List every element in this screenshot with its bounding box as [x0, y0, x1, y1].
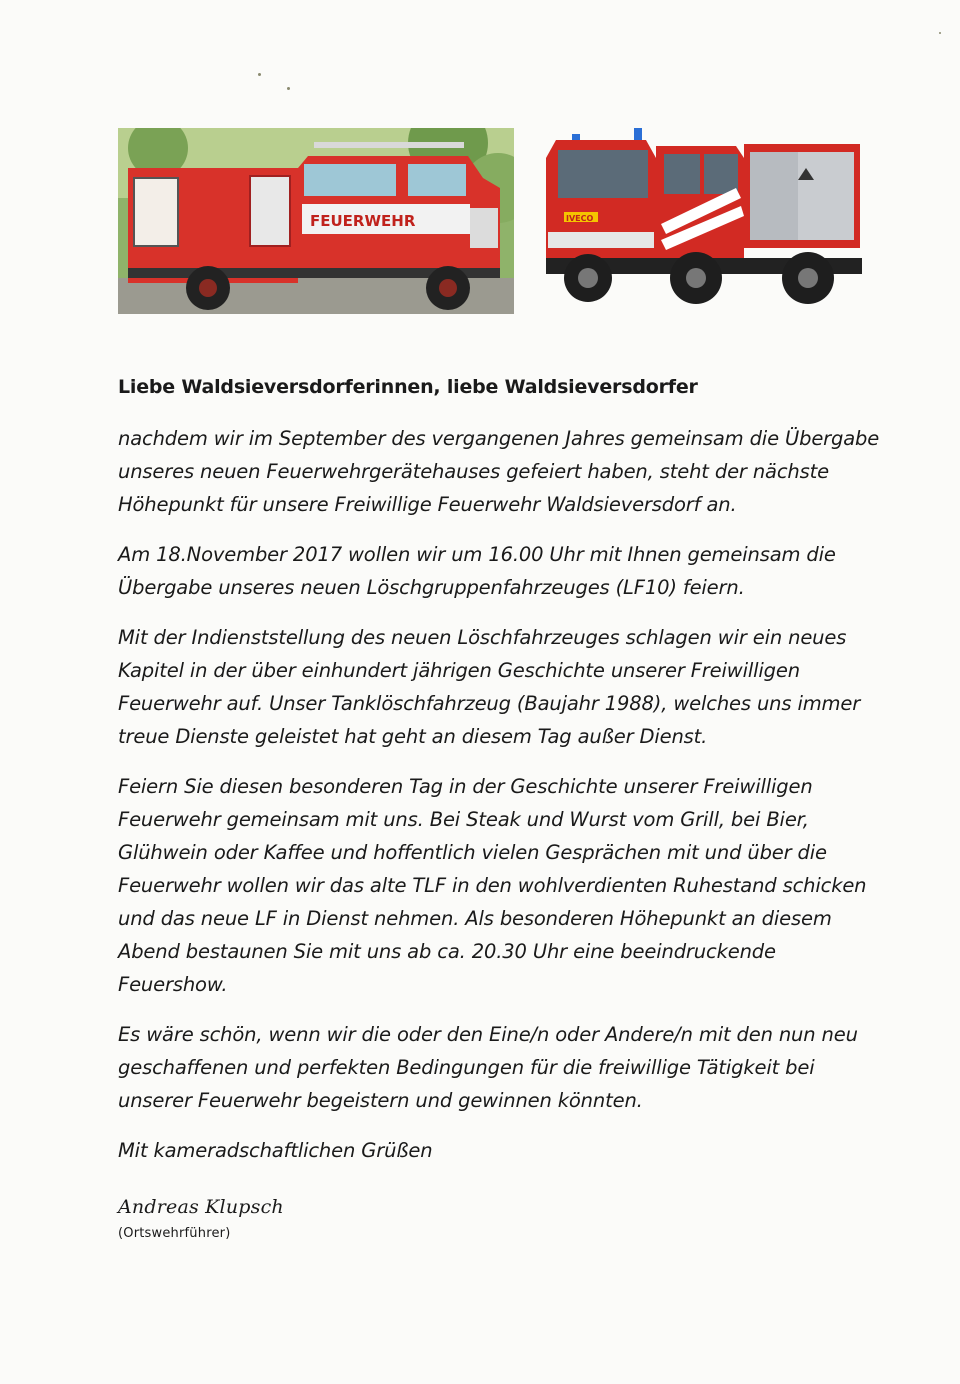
paragraph: Es wäre schön, wenn wir die oder den Eine/n oder Andere/n mit den nun neu geschaffenen und perfekten Bedingungen für die freiwillige Tätigkeit bei unserer Feuerwehr begeistern und gewinnen könnten.	[118, 1023, 858, 1112]
letter-body	[118, 422, 888, 1167]
paper-speck	[258, 73, 261, 76]
truck-label: FEUERWEHR	[310, 212, 416, 230]
old-fire-truck-photo	[118, 128, 514, 314]
truck-brand: IVECO	[566, 214, 594, 223]
letter-closing: Mit kameradschaftlichen Grüßen	[118, 1139, 433, 1162]
paragraph: Mit der Indienststellung des neuen Löschfahrzeuges schlagen wir ein neues Kapitel in der über einhundert jährigen Geschichte unserer Freiwilligen Feuerwehr auf. Unser Tanklöschfahrzeug (Baujahr 1988), welches uns immer treue Dienste geleistet hat geht an diesem Tag außer Dienst.	[118, 626, 861, 748]
new-fire-truck-photo	[536, 128, 866, 314]
letter-greeting: Liebe Waldsieversdorferinnen, liebe Waldsieversdorfer	[118, 376, 698, 398]
paper-speck	[287, 87, 290, 90]
signature-role: (Ortswehrführer)	[118, 1226, 231, 1241]
paragraph: nachdem wir im September des vergangenen Jahres gemeinsam die Übergabe unseres neuen Feuerwehrgerätehauses gefeiert haben, steht der nächste Höhepunkt für unsere Freiwillige Feuerwehr Waldsieversdorf an.	[118, 427, 880, 516]
paragraph: Feiern Sie diesen besonderen Tag in der Geschichte unserer Freiwilligen Feuerwehr gemeinsam mit uns. Bei Steak und Wurst vom Grill, bei Bier, Glühwein oder Kaffee und hoffentlich vielen Gesprächen mit und über die Feuerwehr wollen wir das alte TLF in den wohlverdienten Ruhestand schicken und das neue LF in Dienst nehmen. Als besonderen Höhepunkt an diesem Abend bestaunen Sie mit uns ab ca. 20.30 Uhr eine beeindruckende Feuershow.	[118, 775, 867, 996]
paper-speck	[939, 32, 941, 34]
paragraph: Am 18.November 2017 wollen wir um 16.00 Uhr mit Ihnen gemeinsam die Übergabe unseres neuen Löschgruppenfahrzeuges (LF10) feiern.	[118, 543, 836, 599]
signature-name: Andreas Klupsch	[118, 1196, 284, 1218]
